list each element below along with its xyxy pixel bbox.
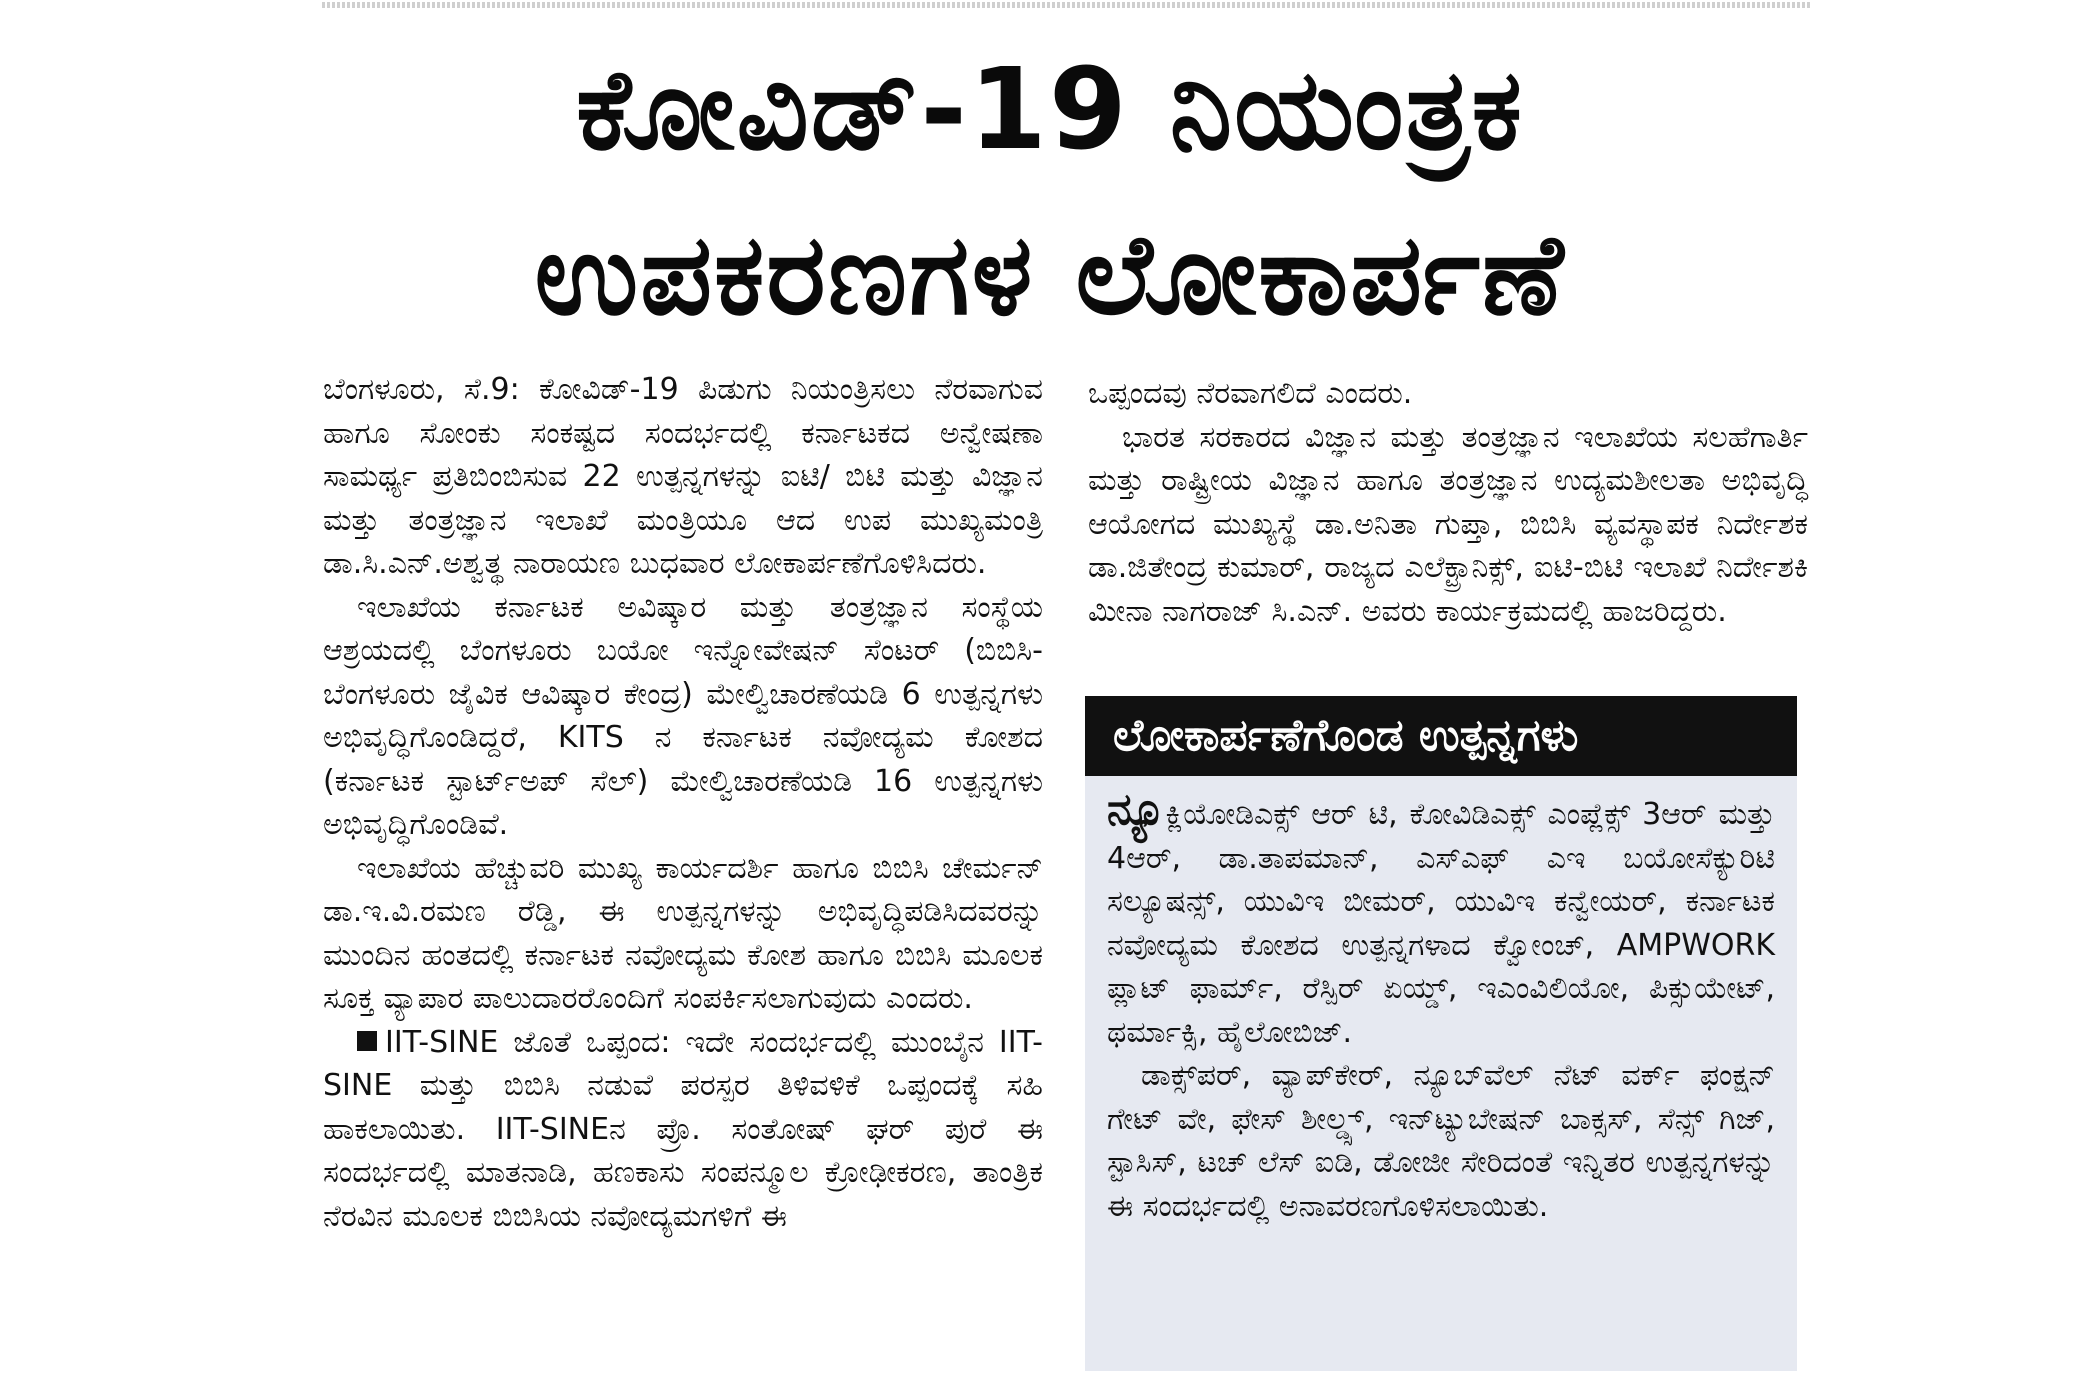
left-paragraph-4-text: IIT-SINE ಜೊತೆ ಒಪ್ಪಂದ: ಇದೇ ಸಂದರ್ಭದಲ್ಲಿ ಮುಂಬೈನ IIT-SINE ಮತ್ತು ಬಿಬಿಸಿ ನಡುವೆ ಪರಸ್ಪರ ತಿಳಿವಳಿಕೆ ಒಪ್ಪಂದಕ್ಕೆ ಸಹಿ ಹಾಕಲಾಯಿತು. IIT-SINEನ ಪ್ರೊ. ಸಂತೋಷ್ ಘರ್ ಪುರೆ ಈ ಸಂದರ್ಭದಲ್ಲಿ ಮಾತನಾಡಿ, ಹಣಕಾಸು ಸಂಪನ್ಮೂಲ ಕ್ರೋಢೀಕರಣ, ತಾಂತ್ರಿಕ ನೆರವಿನ ಮೂಲಕ ಬಿಬಿಸಿಯ ನವೋದ್ಯಮಗಳಿಗೆ ಈ — [323, 1024, 1043, 1234]
products-box-heading: ಲೋಕಾರ್ಪಣೆಗೊಂಡ ಉತ್ಪನ್ನಗಳು — [1085, 696, 1797, 776]
products-dropcap: ನ್ಯೂ — [1107, 784, 1166, 835]
top-rule — [322, 2, 1810, 8]
products-paragraph-1 — [1107, 784, 1775, 1054]
products-box — [1085, 776, 1797, 1371]
headline-line-2: ಉಪಕರಣಗಳ ಲೋಕಾರ್ಪಣೆ — [534, 210, 1566, 340]
headline-line-1: ಕೋವಿಡ್-19 ನಿಯಂತ್ರಕ — [575, 45, 1525, 175]
left-paragraph-1: ಬೆಂಗಳೂರು, ಸೆ.9: ಕೋವಿಡ್-19 ಪಿಡುಗು ನಿಯಂತ್ರಿಸಲು ನೆರವಾಗುವ ಹಾಗೂ ಸೋಂಕು ಸಂಕಷ್ಟದ ಸಂದರ್ಭದಲ್ಲಿ ಕರ್ನಾಟಕದ ಅನ್ವೇಷಣಾ ಸಾಮರ್ಥ್ಯ ಪ್ರತಿಬಿಂಬಿಸುವ 22 ಉತ್ಪನ್ನಗಳನ್ನು ಐಟಿ/ ಬಿಟಿ ಮತ್ತು ವಿಜ್ಞಾನ ಮತ್ತು ತಂತ್ರಜ್ಞಾನ ಇಲಾಖೆ ಮಂತ್ರಿಯೂ ಆದ ಉಪ ಮುಖ್ಯಮಂತ್ರಿ ಡಾ.ಸಿ.ಎನ್.ಅಶ್ವತ್ಥ ನಾರಾಯಣ ಬುಧವಾರ ಲೋಕಾರ್ಪಣೆಗೊಳಿಸಿದರು. — [323, 372, 1043, 581]
products-paragraph-2: ಡಾಕ್ಸ್‌ಪರ್, ವ್ಯಾಪ್‌ಕೇರ್, ನ್ಯೂಬ್‌ವೆಲ್ ನೆಟ್ ವರ್ಕ್ ಫಂಕ್ಷನ್ ಗೇಟ್ ವೇ, ಫೇಸ್ ಶೀಲ್ಡ್ಸ್, ಇನ್‌ಟ್ಯುಬೇಷನ್ ಬಾಕ್ಸಸ್, ಸೆನ್ಸ್ ಗಿಜ್, ಸ್ಟಾಸಿಸ್, ಟಚ್ ಲೆಸ್ ಐಡಿ, ಡೋಜೀ ಸೇರಿದಂತೆ ಇನ್ನಿತರ ಉತ್ಪನ್ನಗಳನ್ನು ಈ ಸಂದರ್ಭದಲ್ಲಿ ಅನಾವರಣಗೊಳಿಸಲಾಯಿತು. — [1107, 1058, 1775, 1224]
right-paragraph-1: ಒಪ್ಪಂದವು ನೆರವಾಗಲಿದೆ ಎಂದರು. — [1088, 376, 1413, 411]
left-paragraph-3: ಇಲಾಖೆಯ ಹೆಚ್ಚುವರಿ ಮುಖ್ಯ ಕಾರ್ಯದರ್ಶಿ ಹಾಗೂ ಬಿಬಿಸಿ ಚೇರ್ಮನ್ ಡಾ.ಇ.ವಿ.ರಮಣ ರೆಡ್ಡಿ, ಈ ಉತ್ಪನ್ನಗಳನ್ನು ಅಭಿವೃದ್ಧಿಪಡಿಸಿದವರನ್ನು ಮುಂದಿನ ಹಂತದಲ್ಲಿ ಕರ್ನಾಟಕ ನವೋದ್ಯಮ ಕೋಶ ಹಾಗೂ ಬಿಬಿಸಿ ಮೂಲಕ ಸೂಕ್ತ ವ್ಯಾಪಾರ ಪಾಲುದಾರರೊಂದಿಗೆ ಸಂಪರ್ಕಿಸಲಾಗುವುದು ಎಂದರು. — [323, 850, 1043, 1016]
left-column — [323, 368, 1043, 1238]
right-column — [1088, 372, 1808, 633]
right-paragraph-2: ಭಾರತ ಸರಕಾರದ ವಿಜ್ಞಾನ ಮತ್ತು ತಂತ್ರಜ್ಞಾನ ಇಲಾಖೆಯ ಸಲಹೆಗಾರ್ತಿ ಮತ್ತು ರಾಷ್ಟ್ರೀಯ ವಿಜ್ಞಾನ ಹಾಗೂ ತಂತ್ರಜ್ಞಾನ ಉದ್ಯಮಶೀಲತಾ ಅಭಿವೃದ್ಧಿ ಆಯೋಗದ ಮುಖ್ಯಸ್ಥೆ ಡಾ.ಅನಿತಾ ಗುಪ್ತಾ, ಬಿಬಿಸಿ ವ್ಯವಸ್ಥಾಪಕ ನಿರ್ದೇಶಕ ಡಾ.ಜಿತೇಂದ್ರ ಕುಮಾರ್, ರಾಜ್ಯದ ಎಲೆಕ್ಟ್ರಾನಿಕ್ಸ್, ಐಟಿ-ಬಿಟಿ ಇಲಾಖೆ ನಿರ್ದೇಶಕಿ ಮೀನಾ ನಾಗರಾಜ್ ಸಿ.ಎನ್. ಅವರು ಕಾರ್ಯಕ್ರಮದಲ್ಲಿ ಹಾಜರಿದ್ದರು. — [1088, 419, 1808, 629]
products-paragraph-1-text: ಕ್ಲಿಯೋಡಿಎಕ್ಸ್ ಆರ್ ಟಿ, ಕೋವಿಡಿಎಕ್ಸ್ ಎಂಪ್ಲೆಕ್ಸ್ 3ಆರ್ ಮತ್ತು 4ಆರ್, ಡಾ.ತಾಪಮಾನ್, ಎಸ್‌ಎಫ್ ಎಇ ಬಯೋಸೆಕ್ಯುರಿಟಿ ಸಲ್ಯೂಷನ್ಸ್, ಯುವಿಇ ಬೀಮರ್, ಯುವಿಇ ಕನ್ವೇಯರ್, ಕರ್ನಾಟಕ ನವೋದ್ಯಮ ಕೋಶದ ಉತ್ಪನ್ನಗಳಾದ ಕ್ವೋಂಚ್, AMPWORK ಪ್ಲಾಟ್ ಫಾರ್ಮ್, ರೆಸ್ಪಿರ್ ಏಯ್ಡ್, ಇಎಂವಿಲಿಯೋ, ಪಿಕ್ಸುಯೇಟ್, ಥರ್ಮಾಕ್ಸಿ, ಹೈಲೋಬಿಜ್. — [1107, 797, 1775, 1050]
square-bullet-icon — [357, 1031, 377, 1051]
left-paragraph-2: ಇಲಾಖೆಯ ಕರ್ನಾಟಕ ಅವಿಷ್ಕಾರ ಮತ್ತು ತಂತ್ರಜ್ಞಾನ ಸಂಸ್ಥೆಯ ಆಶ್ರಯದಲ್ಲಿ ಬೆಂಗಳೂರು ಬಯೋ ಇನ್ನೋವೇಷನ್ ಸೆಂಟರ್ (ಬಿಬಿಸಿ-ಬೆಂಗಳೂರು ಜೈವಿಕ ಆವಿಷ್ಕಾರ ಕೇಂದ್ರ) ಮೇಲ್ವಿಚಾರಣೆಯಡಿ 6 ಉತ್ಪನ್ನಗಳು ಅಭಿವೃದ್ಧಿಗೊಂಡಿದ್ದರೆ, KITS ನ ಕರ್ನಾಟಕ ನವೋದ್ಯಮ ಕೋಶದ (ಕರ್ನಾಟಕ ಸ್ಟಾರ್ಟ್‌ಅಪ್ ಸೆಲ್) ಮೇಲ್ವಿಚಾರಣೆಯಡಿ 16 ಉತ್ಪನ್ನಗಳು ಅಭಿವೃದ್ಧಿಗೊಂಡಿವೆ. — [323, 589, 1043, 842]
left-paragraph-4 — [323, 1021, 1043, 1239]
